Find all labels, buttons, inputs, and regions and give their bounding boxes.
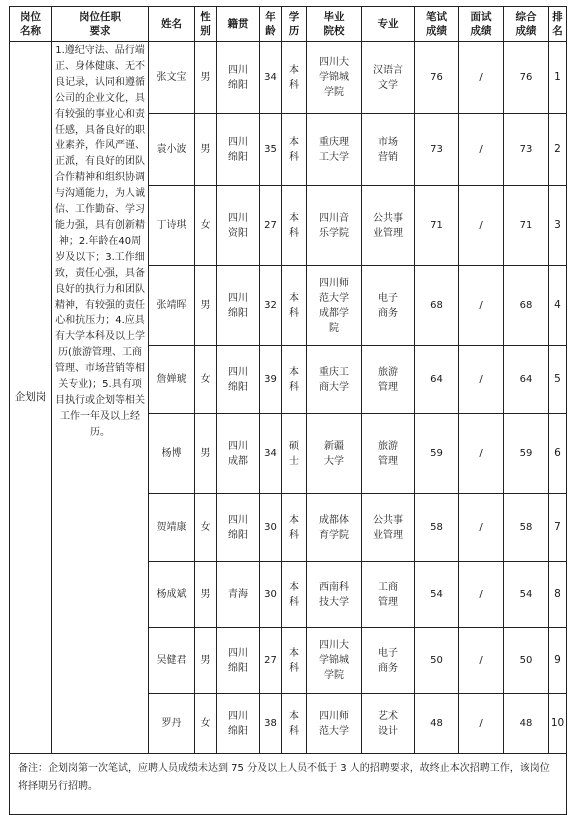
candidate-school: 新疆 大学 — [307, 414, 362, 494]
candidate-major: 工商 管理 — [362, 562, 415, 628]
candidate-education: 本 科 — [282, 694, 307, 754]
candidate-rank: 7 — [549, 494, 567, 562]
header-rank: 排名 — [549, 7, 567, 42]
candidate-school: 西南科 技大学 — [307, 562, 362, 628]
candidate-interview-score: / — [459, 42, 504, 114]
candidate-origin: 四川 绵阳 — [217, 494, 260, 562]
candidate-total-score: 64 — [504, 346, 549, 414]
candidate-origin: 四川 绵阳 — [217, 114, 260, 186]
candidate-age: 39 — [260, 346, 282, 414]
candidate-origin: 四川 绵阳 — [217, 346, 260, 414]
candidate-education: 本 科 — [282, 266, 307, 346]
candidate-age: 38 — [260, 694, 282, 754]
candidate-rank: 8 — [549, 562, 567, 628]
candidate-written-score: 59 — [415, 414, 459, 494]
candidate-major: 公共事 业管理 — [362, 186, 415, 266]
candidate-total-score: 48 — [504, 694, 549, 754]
candidate-school: 成都体 育学院 — [307, 494, 362, 562]
candidate-name: 詹婵琥 — [149, 346, 195, 414]
candidate-written-score: 73 — [415, 114, 459, 186]
candidate-school: 重庆理 工大学 — [307, 114, 362, 186]
candidate-gender: 男 — [195, 562, 217, 628]
header-gender: 性 别 — [195, 7, 217, 42]
candidate-interview-score: / — [459, 346, 504, 414]
post-requirements: 1.遵纪守法、品行端正、身体健康、无不良记录，认同和遵循公司的企业文化，具有较强的事业心和责任感，具备良好的职业素养，作风严谨、正派，有良好的团队合作精神和组织协调与沟通能力，为人诚信、工作勤奋、学习能力强，具有创新精神；2.年龄在40周岁及以下；3.工作细致，责任心强，具备良好的执行力和团队精神，有较强的责任心和抗压力；4.应具有大学本科及以上学历(旅游管理、工商管理、市场营销等相关专业)；5.具有项目执行或企划等相关工作一年及以上经历。 — [52, 42, 149, 754]
candidate-name: 吴健君 — [149, 628, 195, 694]
candidate-rank: 2 — [549, 114, 567, 186]
candidate-written-score: 68 — [415, 266, 459, 346]
candidate-total-score: 54 — [504, 562, 549, 628]
header-post: 岗位 名称 — [10, 7, 52, 42]
candidate-interview-score: / — [459, 414, 504, 494]
candidate-education: 本 科 — [282, 42, 307, 114]
candidate-school: 四川大 学锦城 学院 — [307, 42, 362, 114]
candidate-total-score: 71 — [504, 186, 549, 266]
candidate-education: 本 科 — [282, 494, 307, 562]
header-total-score: 综合 成绩 — [504, 7, 549, 42]
candidate-major: 旅游 管理 — [362, 414, 415, 494]
header-education: 学 历 — [282, 7, 307, 42]
candidate-school: 重庆工 商大学 — [307, 346, 362, 414]
candidate-age: 30 — [260, 562, 282, 628]
candidate-name: 张靖晖 — [149, 266, 195, 346]
header-major: 专业 — [362, 7, 415, 42]
candidate-age: 34 — [260, 42, 282, 114]
candidate-origin: 四川 绵阳 — [217, 42, 260, 114]
candidate-name: 张文宝 — [149, 42, 195, 114]
candidate-name: 贺靖康 — [149, 494, 195, 562]
candidate-origin: 四川 绵阳 — [217, 694, 260, 754]
candidate-education: 本 科 — [282, 186, 307, 266]
candidate-origin: 四川 成都 — [217, 414, 260, 494]
candidate-rank: 10 — [549, 694, 567, 754]
candidate-rank: 9 — [549, 628, 567, 694]
candidate-written-score: 64 — [415, 346, 459, 414]
candidate-education: 本 科 — [282, 562, 307, 628]
candidate-major: 旅游 管理 — [362, 346, 415, 414]
candidate-gender: 女 — [195, 346, 217, 414]
candidate-age: 27 — [260, 186, 282, 266]
candidate-major: 汉语言 文学 — [362, 42, 415, 114]
candidate-school: 四川师 范大学 — [307, 694, 362, 754]
candidate-rank: 5 — [549, 346, 567, 414]
candidate-origin: 四川 绵阳 — [217, 628, 260, 694]
candidate-interview-score: / — [459, 494, 504, 562]
candidate-gender: 男 — [195, 414, 217, 494]
note-row — [10, 754, 567, 815]
candidate-name: 杨成斌 — [149, 562, 195, 628]
header-interview-score: 面试 成绩 — [459, 7, 504, 42]
candidate-name: 罗丹 — [149, 694, 195, 754]
candidate-origin: 青海 — [217, 562, 260, 628]
header-duty: 岗位任职 要求 — [52, 7, 149, 42]
candidate-name: 丁诗琪 — [149, 186, 195, 266]
candidate-school: 四川大 学锦城 学院 — [307, 628, 362, 694]
candidate-total-score: 58 — [504, 494, 549, 562]
candidate-interview-score: / — [459, 114, 504, 186]
note-text: 备注：企划岗第一次笔试，应聘人员成绩未达到 75 分及以上人员不低于 3 人的招聘要求，故终止本次招聘工作，该岗位将择期另行招聘。 — [10, 754, 567, 815]
candidate-gender: 男 — [195, 114, 217, 186]
candidate-total-score: 59 — [504, 414, 549, 494]
candidate-origin: 四川 资阳 — [217, 186, 260, 266]
candidate-education: 本 科 — [282, 628, 307, 694]
results-document — [9, 6, 566, 815]
header-written-score: 笔试 成绩 — [415, 7, 459, 42]
candidate-major: 公共事 业管理 — [362, 494, 415, 562]
candidate-name: 袁小波 — [149, 114, 195, 186]
candidate-gender: 男 — [195, 42, 217, 114]
candidate-gender: 男 — [195, 266, 217, 346]
candidate-major: 电子 商务 — [362, 266, 415, 346]
candidate-rank: 6 — [549, 414, 567, 494]
candidate-major: 艺术 设计 — [362, 694, 415, 754]
post-name: 企划岗 — [10, 42, 52, 754]
candidate-written-score: 76 — [415, 42, 459, 114]
candidate-interview-score: / — [459, 628, 504, 694]
candidate-total-score: 50 — [504, 628, 549, 694]
candidate-gender: 男 — [195, 628, 217, 694]
candidate-interview-score: / — [459, 694, 504, 754]
candidate-age: 32 — [260, 266, 282, 346]
candidate-written-score: 58 — [415, 494, 459, 562]
candidate-school: 四川音 乐学院 — [307, 186, 362, 266]
candidate-education: 硕 士 — [282, 414, 307, 494]
candidate-education: 本 科 — [282, 114, 307, 186]
candidate-rank: 1 — [549, 42, 567, 114]
candidate-interview-score: / — [459, 186, 504, 266]
candidate-age: 30 — [260, 494, 282, 562]
header-age: 年 龄 — [260, 7, 282, 42]
header-origin: 籍贯 — [217, 7, 260, 42]
candidate-rank: 4 — [549, 266, 567, 346]
candidate-rank: 3 — [549, 186, 567, 266]
header-name: 姓名 — [149, 7, 195, 42]
header-school: 毕业 院校 — [307, 7, 362, 42]
candidate-total-score: 73 — [504, 114, 549, 186]
candidate-gender: 女 — [195, 694, 217, 754]
candidate-education: 本 科 — [282, 346, 307, 414]
candidate-interview-score: / — [459, 266, 504, 346]
candidate-age: 27 — [260, 628, 282, 694]
candidate-gender: 女 — [195, 494, 217, 562]
header-row — [10, 7, 567, 42]
candidate-interview-score: / — [459, 562, 504, 628]
results-table — [9, 6, 567, 815]
candidate-name: 杨博 — [149, 414, 195, 494]
candidate-total-score: 68 — [504, 266, 549, 346]
candidate-age: 35 — [260, 114, 282, 186]
candidate-school: 四川师 范大学 成都学 院 — [307, 266, 362, 346]
candidate-major: 电子 商务 — [362, 628, 415, 694]
candidate-age: 34 — [260, 414, 282, 494]
table-row — [10, 42, 567, 114]
candidate-origin: 四川 绵阳 — [217, 266, 260, 346]
candidate-written-score: 71 — [415, 186, 459, 266]
candidate-total-score: 76 — [504, 42, 549, 114]
candidate-written-score: 48 — [415, 694, 459, 754]
candidate-written-score: 50 — [415, 628, 459, 694]
candidate-written-score: 54 — [415, 562, 459, 628]
candidate-major: 市场 营销 — [362, 114, 415, 186]
candidate-gender: 女 — [195, 186, 217, 266]
